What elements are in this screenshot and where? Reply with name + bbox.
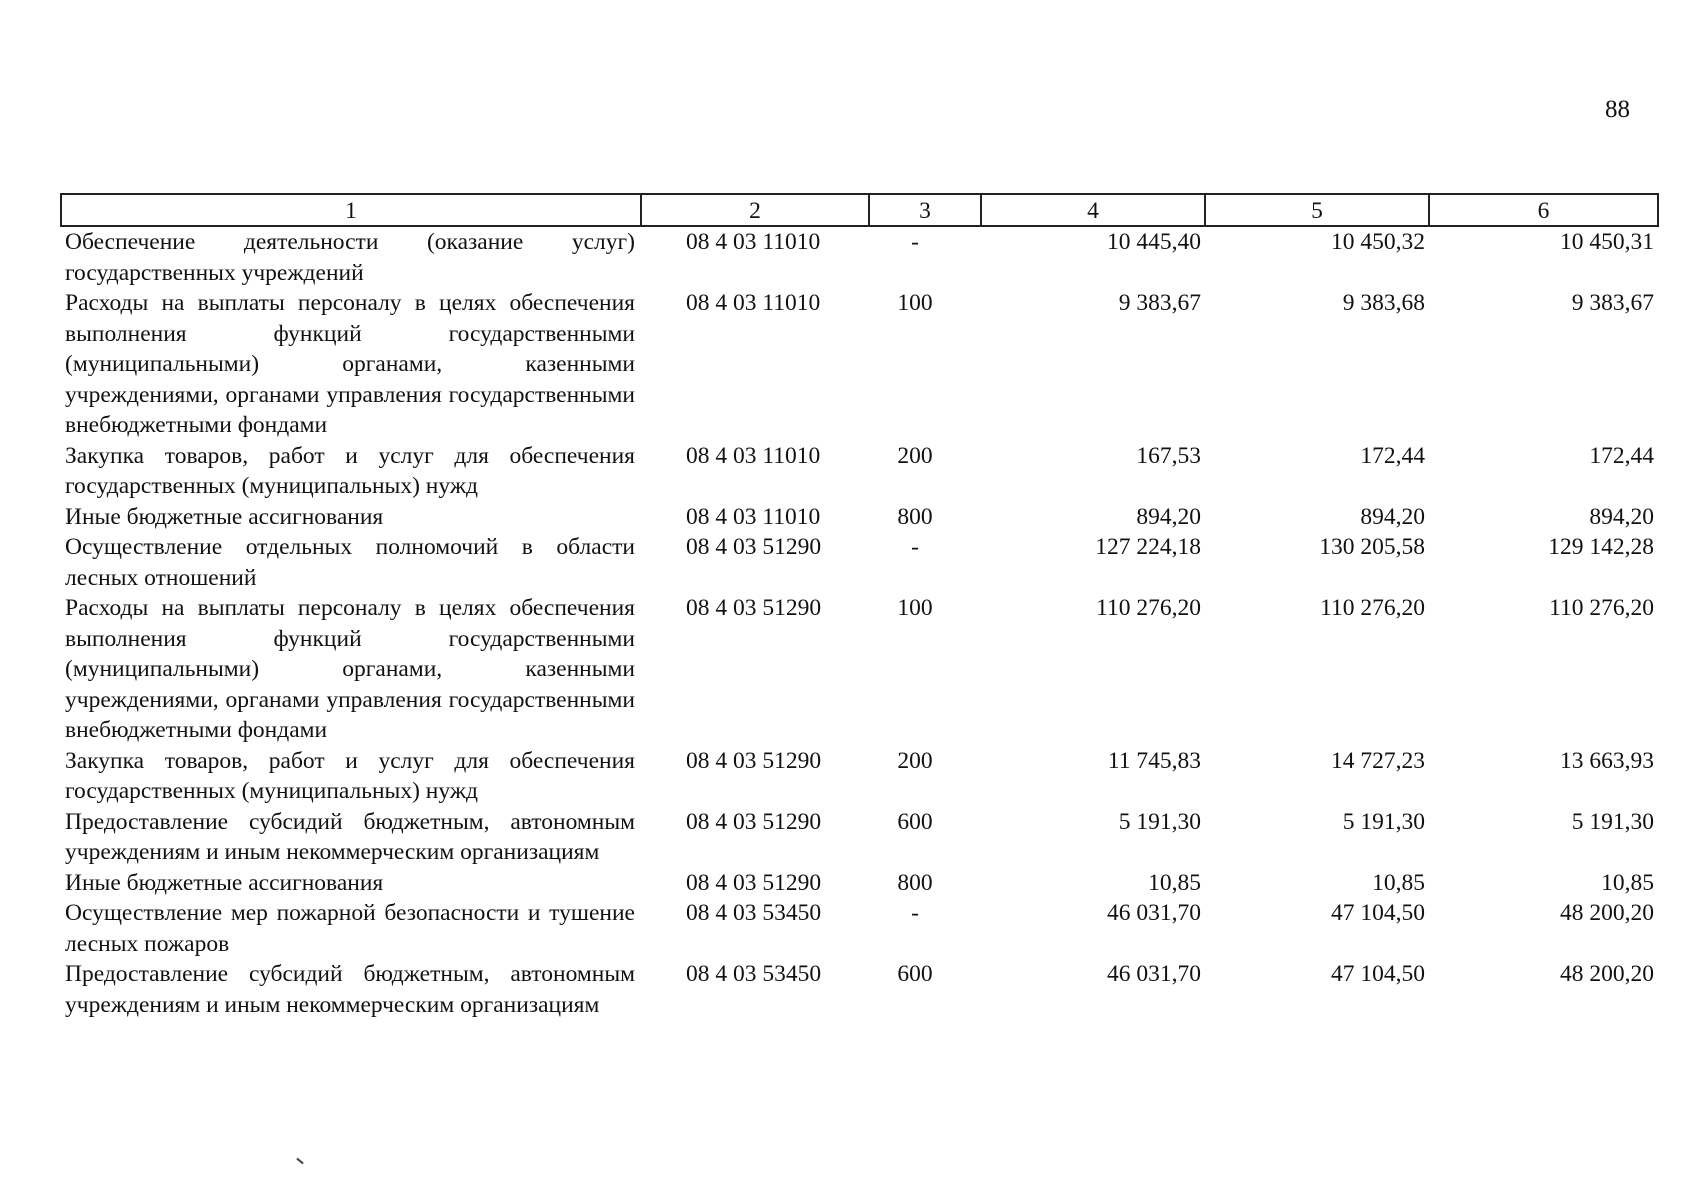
column-header-4: 4 <box>981 194 1205 226</box>
row-target-article: 08 4 03 11010 <box>686 503 821 530</box>
column-header-5: 5 <box>1205 194 1429 226</box>
row-amount-col6: 5 191,30 <box>1571 808 1654 835</box>
row-amount-col5: 172,44 <box>1360 442 1425 469</box>
row-amount-col6: 13 663,93 <box>1560 747 1654 774</box>
row-name: Предоставление субсидий бюджетным, автономным учреждениям и иным некоммерческим организациям <box>65 808 635 865</box>
row-amount-col4: 46 031,70 <box>1107 961 1201 987</box>
table-row <box>61 502 1658 533</box>
row-name: Расходы на выплаты персоналу в целях обеспечения выполнения функций государственными (муниципальными) органами, казенными учреждениями, органами управления государственными внебюджетными фондами <box>65 290 635 438</box>
column-header-6: 6 <box>1429 194 1658 226</box>
table-body <box>61 226 1658 1020</box>
row-amount-col6: 48 200,20 <box>1560 900 1654 926</box>
row-expense-type: - <box>911 900 919 926</box>
row-amount-col6: 129 142,28 <box>1548 534 1654 560</box>
row-amount-col5: 9 383,68 <box>1342 290 1425 316</box>
row-amount-col5: 14 727,23 <box>1331 747 1425 774</box>
row-amount-col4: 127 224,18 <box>1095 534 1201 560</box>
row-name: Предоставление субсидий бюджетным, автономным учреждениям и иным некоммерческим организациям <box>65 961 635 1018</box>
row-amount-col6: 48 200,20 <box>1560 961 1654 987</box>
row-expense-type: 100 <box>897 290 933 316</box>
row-amount-col4: 9 383,67 <box>1118 290 1201 316</box>
scan-artifact-mark <box>296 1158 303 1165</box>
row-amount-col4: 10,85 <box>1148 869 1201 896</box>
table-row <box>61 898 1658 959</box>
row-amount-col4: 10 445,40 <box>1107 229 1201 255</box>
row-amount-col4: 46 031,70 <box>1107 900 1201 926</box>
row-target-article: 08 4 03 51290 <box>686 747 822 774</box>
row-amount-col5: 894,20 <box>1360 503 1425 530</box>
row-target-article: 08 4 03 11010 <box>686 442 821 469</box>
row-name: Закупка товаров, работ и услуг для обеспечения государственных (муниципальных) нужд <box>65 747 635 804</box>
row-expense-type: 600 <box>897 808 933 835</box>
table-row <box>61 746 1658 807</box>
row-amount-col5: 10,85 <box>1372 869 1425 896</box>
row-amount-col4: 894,20 <box>1136 503 1201 530</box>
row-amount-col4: 167,53 <box>1136 442 1201 469</box>
table-row <box>61 959 1658 1020</box>
row-target-article: 08 4 03 11010 <box>686 290 821 316</box>
table-row <box>61 807 1658 868</box>
row-name: Иные бюджетные ассигнования <box>65 869 384 896</box>
row-target-article: 08 4 03 53450 <box>686 961 822 987</box>
row-target-article: 08 4 03 53450 <box>686 900 822 926</box>
row-target-article: 08 4 03 51290 <box>686 534 822 560</box>
row-expense-type: 100 <box>897 595 933 621</box>
row-expense-type: 800 <box>897 503 933 530</box>
row-expense-type: 800 <box>897 869 933 896</box>
row-target-article: 08 4 03 11010 <box>686 229 821 255</box>
page-number: 88 <box>1605 96 1630 123</box>
row-name: Расходы на выплаты персоналу в целях обеспечения выполнения функций государственными (муниципальными) органами, казенными учреждениями, органами управления государственными внебюджетными фондами <box>65 595 635 743</box>
row-amount-col5: 10 450,32 <box>1331 229 1425 255</box>
table-row <box>61 441 1658 502</box>
row-amount-col4: 110 276,20 <box>1096 595 1201 621</box>
row-amount-col4: 11 745,83 <box>1107 747 1201 774</box>
column-header-3: 3 <box>869 194 981 226</box>
table-row <box>61 593 1658 746</box>
row-name: Закупка товаров, работ и услуг для обеспечения государственных (муниципальных) нужд <box>65 442 635 499</box>
column-number-row <box>61 194 1658 226</box>
table-row <box>61 226 1658 288</box>
row-name: Обеспечение деятельности (оказание услуг) государственных учреждений <box>65 229 635 286</box>
table-row <box>61 532 1658 593</box>
row-amount-col6: 10 450,31 <box>1560 229 1654 255</box>
column-header-1: 1 <box>61 194 641 226</box>
row-expense-type: 200 <box>897 747 933 774</box>
row-expense-type: - <box>911 534 919 560</box>
table-row <box>61 288 1658 441</box>
table-row <box>61 868 1658 899</box>
row-name: Иные бюджетные ассигнования <box>65 503 384 530</box>
row-amount-col5: 110 276,20 <box>1320 595 1425 621</box>
table-header <box>61 194 1658 226</box>
row-amount-col5: 47 104,50 <box>1331 961 1425 987</box>
row-expense-type: 200 <box>897 442 933 469</box>
row-amount-col6: 172,44 <box>1589 442 1654 469</box>
row-amount-col6: 9 383,67 <box>1571 290 1654 316</box>
row-target-article: 08 4 03 51290 <box>686 808 822 835</box>
row-expense-type: 600 <box>897 961 933 987</box>
row-amount-col5: 5 191,30 <box>1342 808 1425 835</box>
row-amount-col6: 894,20 <box>1589 503 1654 530</box>
row-amount-col6: 110 276,20 <box>1549 595 1654 621</box>
row-target-article: 08 4 03 51290 <box>686 869 822 896</box>
row-amount-col5: 47 104,50 <box>1331 900 1425 926</box>
row-name: Осуществление мер пожарной безопасности и тушение лесных пожаров <box>65 900 635 957</box>
column-header-2: 2 <box>641 194 869 226</box>
row-amount-col5: 130 205,58 <box>1319 534 1425 560</box>
row-name: Осуществление отдельных полномочий в области лесных отношений <box>65 534 635 591</box>
row-expense-type: - <box>911 229 919 255</box>
row-amount-col4: 5 191,30 <box>1118 808 1201 835</box>
row-amount-col6: 10,85 <box>1601 869 1654 896</box>
budget-table <box>60 193 1659 1020</box>
row-target-article: 08 4 03 51290 <box>686 595 822 621</box>
